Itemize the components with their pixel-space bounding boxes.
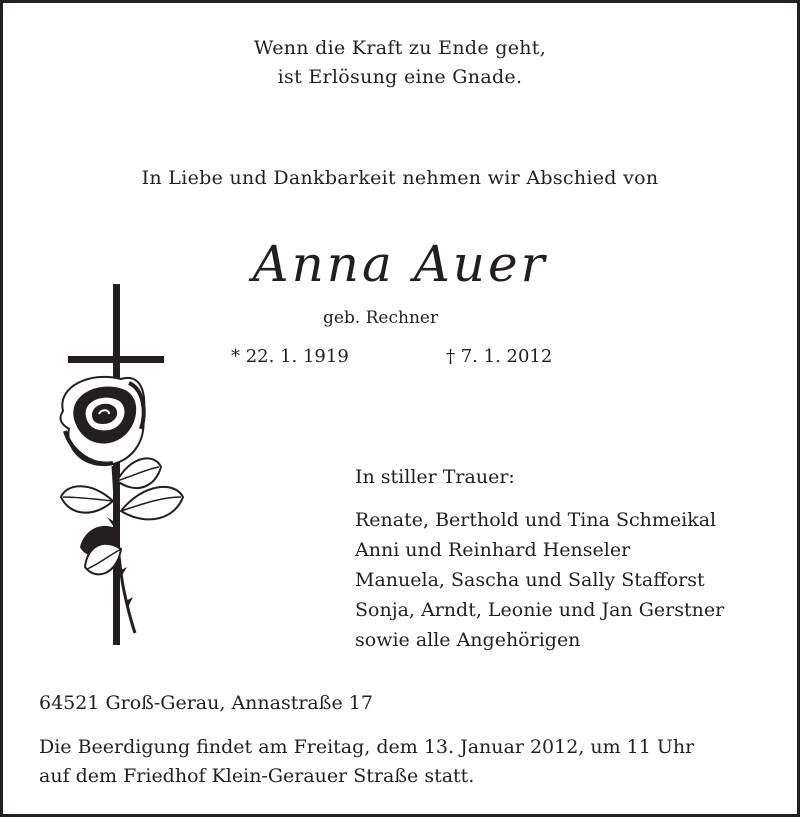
maiden-name: geb. Rechner (323, 308, 439, 328)
death-date: † 7. 1. 2012 (446, 346, 553, 367)
mourner-line: Manuela, Sascha und Sally Stafforst (355, 569, 705, 591)
birth-date: * 22. 1. 1919 (231, 346, 349, 367)
cross-bar (68, 356, 164, 363)
mourner-line: Sonja, Arndt, Leonie und Jan Gerstner (355, 599, 725, 621)
mourner-line: Renate, Berthold und Tina Schmeikal (355, 509, 717, 531)
rose-icon (51, 371, 191, 641)
motto-line-1: Wenn die Kraft zu Ende geht, (253, 37, 547, 59)
mourners-heading: In stiller Trauer: (355, 466, 515, 488)
mourner-line: Anni und Reinhard Henseler (355, 539, 631, 561)
funeral-line-1: Die Beerdigung findet am Freitag, dem 13. Januar 2012, um 11 Uhr (39, 736, 695, 758)
motto-line-2: ist Erlösung eine Gnade. (277, 66, 523, 88)
mourner-line: sowie alle Angehörigen (355, 629, 581, 651)
funeral-line-2: auf dem Friedhof Klein-Gerauer Straße statt. (39, 765, 475, 787)
intro-text: In Liebe und Dankbarkeit nehmen wir Abschied von (141, 167, 659, 189)
deceased-name: Anna Auer (252, 235, 548, 293)
address: 64521 Groß-Gerau, Annastraße 17 (39, 692, 373, 714)
